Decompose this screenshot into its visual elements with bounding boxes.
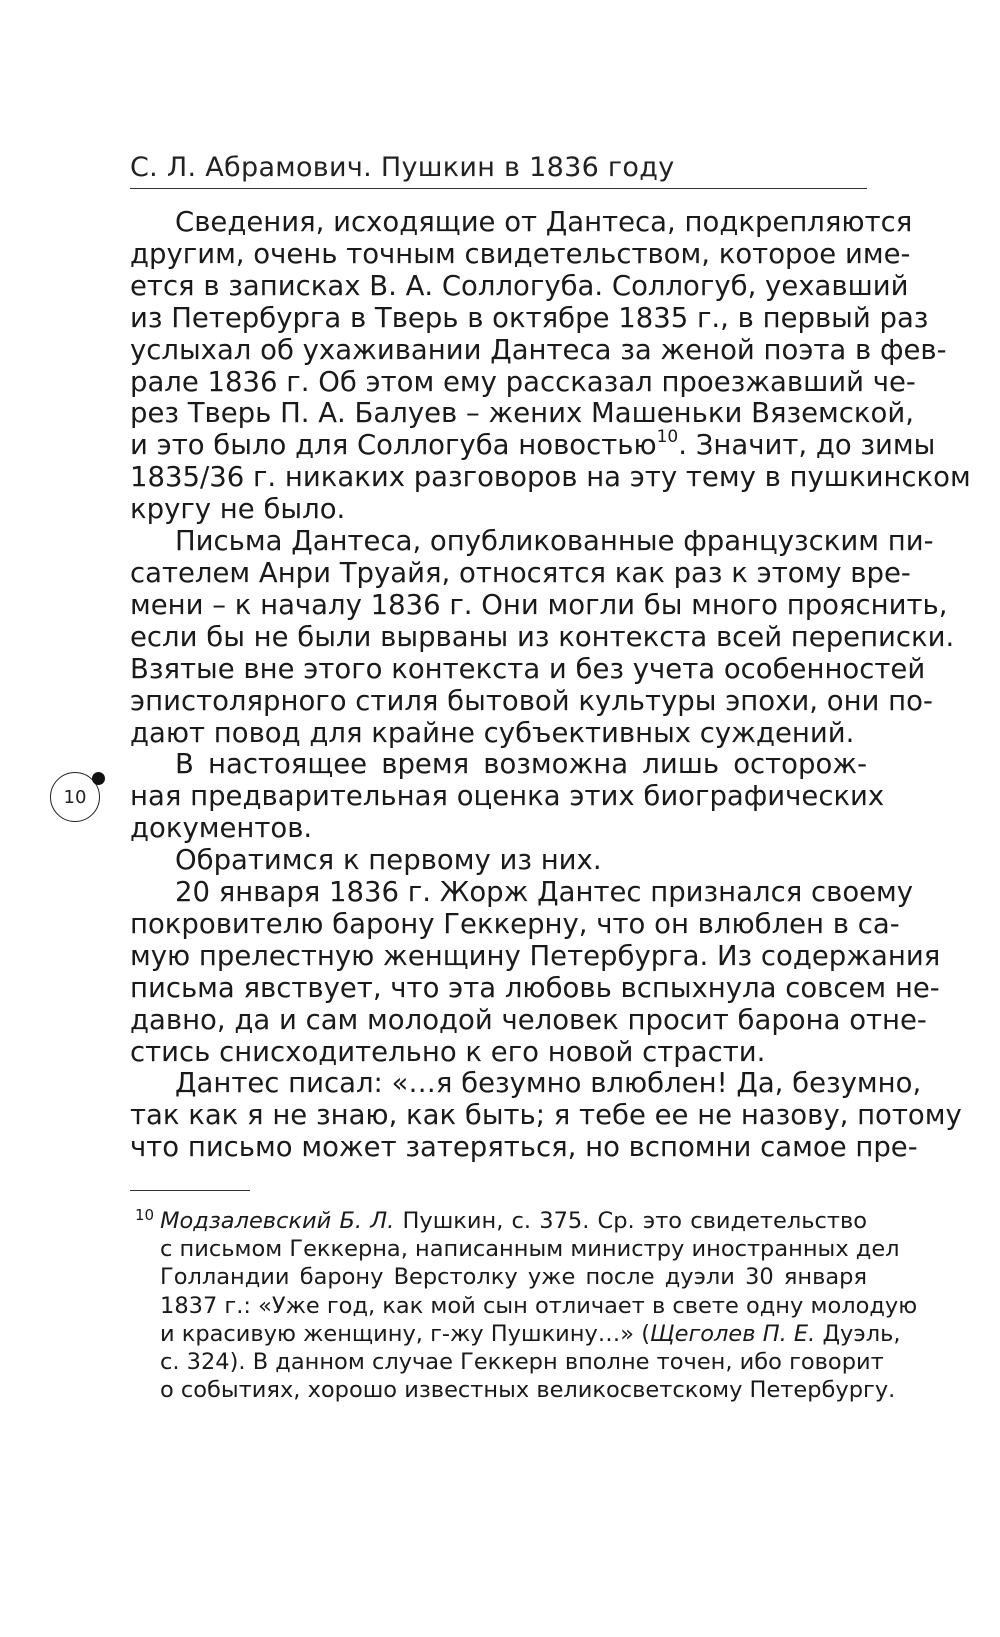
body-line: стись снисходительно к его новой страсти. <box>130 1035 766 1068</box>
footnote-line: Голландии барону Верстолку уже после дуэли 30 января <box>160 1264 867 1291</box>
footnote-line <box>135 1320 901 1348</box>
body-line: покровителю барону Геккерну, что он влюблен в са- <box>130 907 900 940</box>
body-line: документов. <box>130 812 313 845</box>
header-rule <box>130 188 867 189</box>
body-line: мую прелестную женщину Петербурга. Из содержания <box>130 939 941 972</box>
body-line-tail: . Значит, до зимы <box>678 429 936 462</box>
body-line: кругу не было. <box>130 493 346 526</box>
footnote-text: Дуэль, <box>815 1320 901 1347</box>
body-line: 1835/36 г. никаких разговоров на эту тему в пушкинском <box>130 461 971 494</box>
running-head: С. Л. Абрамович. Пушкин в 1836 году <box>130 152 675 183</box>
body-line-with-note <box>130 427 936 462</box>
body-line: ется в записках В. А. Соллогуба. Соллогуб, уехавший <box>130 269 909 302</box>
body-line: услыхал об ухаживании Дантеса за женой поэта в фев- <box>130 333 947 366</box>
body-line: Письма Дантеса, опубликованные французским пи- <box>175 525 934 558</box>
body-line: давно, да и сам молодой человек просит барона отне- <box>130 1003 927 1036</box>
body-line: так как я не знаю, как быть; я тебе ее не назову, потому <box>130 1099 962 1132</box>
footnote-mark: 10 <box>135 1205 155 1224</box>
body-line: что письмо может затеряться, но вспомни самое пре- <box>130 1131 918 1164</box>
footnote-line: о событиях, хорошо известных великосветскому Петербургу. <box>160 1377 896 1404</box>
footnote-text: Пушкин, с. 375. Ср. это свидетельство <box>394 1208 867 1234</box>
footnote-line: с письмом Геккерна, написанным министру иностранных дел <box>160 1236 900 1263</box>
body-line: Взятые вне этого контекста и без учета особенностей <box>130 652 926 685</box>
body-line: из Петербурга в Тверь в октябре 1835 г., в первый раз <box>130 301 929 334</box>
body-line: письма явствует, что эта любовь вспыхнула совсем не- <box>130 971 940 1004</box>
footnote-line: с. 324). В данном случае Геккерн вполне точен, ибо говорит <box>160 1349 884 1376</box>
body-text <box>130 206 971 1164</box>
body-line: рез Тверь П. А. Балуев – жених Машеньки Вяземской, <box>130 397 914 430</box>
body-line: эпистолярного стиля бытовой культуры эпохи, они по- <box>130 684 933 717</box>
footnote-line <box>135 1207 867 1235</box>
body-line: другим, очень точным свидетельством, которое име- <box>130 237 911 270</box>
footnote-reference[interactable]: 10 <box>656 427 679 448</box>
body-line: Обратимся к первому из них. <box>175 844 602 877</box>
body-line-text: и это было для Соллогуба новостью <box>130 429 657 462</box>
footnote-author: Щеголев П. Е. <box>650 1320 816 1347</box>
footnote-line: 1837 г.: «Уже год, как мой сын отличает в свете одну молодую <box>160 1292 918 1319</box>
body-line: В настоящее время возможна лишь осторож- <box>175 748 867 781</box>
body-line: дают повод для крайне субъективных суждений. <box>130 716 855 749</box>
body-line: 20 января 1836 г. Жорж Дантес признался своему <box>175 876 914 909</box>
footnote <box>135 1205 918 1404</box>
body-line: рале 1836 г. Об этом ему рассказал проезжавший че- <box>130 365 916 398</box>
footnote-text: и красивую женщину, г-жу Пушкину…» ( <box>160 1320 651 1347</box>
body-line: сателем Анри Труайя, относятся как раз к этому вре- <box>130 556 911 589</box>
body-line: мени – к началу 1836 г. Они могли бы много прояснить, <box>130 588 948 621</box>
footnote-author: Модзалевский Б. Л. <box>160 1208 395 1234</box>
body-line: если бы не были вырваны из контекста всей переписки. <box>130 620 955 653</box>
body-line: Дантес писал: «…я безумно влюблен! Да, безумно, <box>175 1067 922 1100</box>
body-line: ная предварительная оценка этих биографических <box>130 780 885 813</box>
body-line: Сведения, исходящие от Дантеса, подкрепляются <box>175 206 913 238</box>
page-number: 10 <box>63 786 87 808</box>
footnote-rule <box>130 1190 250 1191</box>
